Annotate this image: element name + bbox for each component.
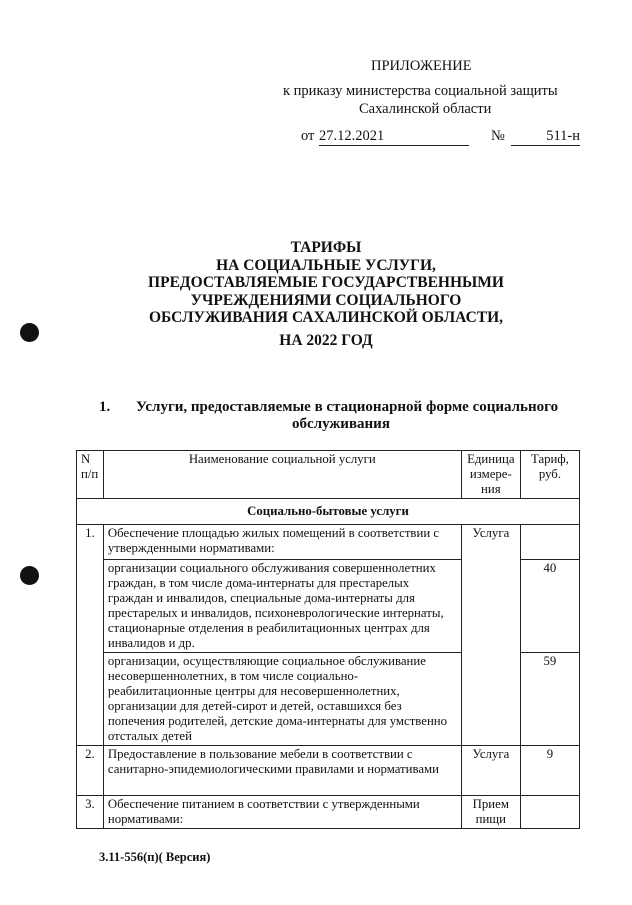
row2-unit: Услуга xyxy=(461,746,520,796)
table-row xyxy=(77,796,580,829)
doc-title-line-4: УЧРЕЖДЕНИЯМИ СОЦИАЛЬНОГО xyxy=(190,292,462,309)
order-number: 511-н xyxy=(511,128,580,146)
doc-title-line-2: НА СОЦИАЛЬНЫЕ УСЛУГИ, xyxy=(216,257,436,274)
doc-title-line-6: НА 2022 ГОД xyxy=(279,332,373,349)
table-row xyxy=(77,525,580,560)
col-header-tariff: Тариф, руб. xyxy=(520,451,579,499)
row1-name: Обеспечение площадью жилых помещений в соответствии с утвержденными нормативами: xyxy=(103,525,461,560)
col-header-unit: Единица измере-ния xyxy=(461,451,520,499)
order-date: 27.12.2021 xyxy=(319,128,469,146)
group-row xyxy=(77,499,580,525)
order-line-1: к приказу министерства социальной защиты xyxy=(283,83,558,99)
row2-num: 2. xyxy=(77,746,104,796)
order-line-2: Сахалинской области xyxy=(359,101,492,117)
section-heading-line-2: обслуживания xyxy=(292,416,390,432)
order-date-prefix: от xyxy=(301,128,315,144)
section-number: 1. xyxy=(99,399,111,415)
table-header-row xyxy=(77,451,580,499)
group-title: Социально-бытовые услуги xyxy=(77,499,580,525)
row2-tariff: 9 xyxy=(520,746,579,796)
row1-num: 1. xyxy=(77,525,104,746)
row1-sub-a: организации социального обслуживания совершеннолетних граждан, в том числе дома-интернаты для престарелых граждан и инвалидов, специальные дома-интернаты для престарелых и инвалидов, психоневрологические интернаты, стационарные отделения в реабилитационных центрах для инвалидов и др. xyxy=(103,560,461,653)
doc-title-line-1: ТАРИФЫ xyxy=(290,239,362,256)
doc-title-line-5: ОБСЛУЖИВАНИЯ САХАЛИНСКОЙ ОБЛАСТИ, xyxy=(148,309,504,326)
doc-title-line-3: ПРЕДОСТАВЛЯЕМЫЕ ГОСУДАРСТВЕННЫМИ xyxy=(148,274,504,291)
row3-unit: Прием пищи xyxy=(461,796,520,829)
row3-num: 3. xyxy=(77,796,104,829)
table-row xyxy=(77,746,580,796)
col-header-num: N п/п xyxy=(77,451,104,499)
row3-tariff xyxy=(520,796,579,829)
row2-name: Предоставление в пользование мебели в соответствии с санитарно-эпидемиологическими правилами и нормативами xyxy=(103,746,461,796)
row1-sub-b: организации, осуществляющие социальное обслуживание несовершеннолетних, в том числе социально-реабилитационные центры для несовершеннолетних, организации для детей-сирот и детей, оставшихся без попечения родителей, детские дома-интернаты для умственно отсталых детей xyxy=(103,653,461,746)
tariff-table xyxy=(76,450,580,829)
appendix-label: ПРИЛОЖЕНИЕ xyxy=(371,58,472,74)
punch-hole-bottom xyxy=(20,566,39,585)
col-header-name: Наименование социальной услуги xyxy=(103,451,461,499)
row3-name: Обеспечение питанием в соответствии с утвержденными нормативами: xyxy=(103,796,461,829)
footer-code: 3.11-556(п)( Версия) xyxy=(99,850,211,864)
row1-unit: Услуга xyxy=(461,525,520,746)
order-number-prefix: № xyxy=(491,128,505,144)
section-heading-line-1: Услуги, предоставляемые в стационарной форме социального xyxy=(136,399,559,415)
row1-tariff-b: 59 xyxy=(520,653,579,746)
row1-tariff-empty xyxy=(520,525,579,560)
row1-tariff-a: 40 xyxy=(520,560,579,653)
